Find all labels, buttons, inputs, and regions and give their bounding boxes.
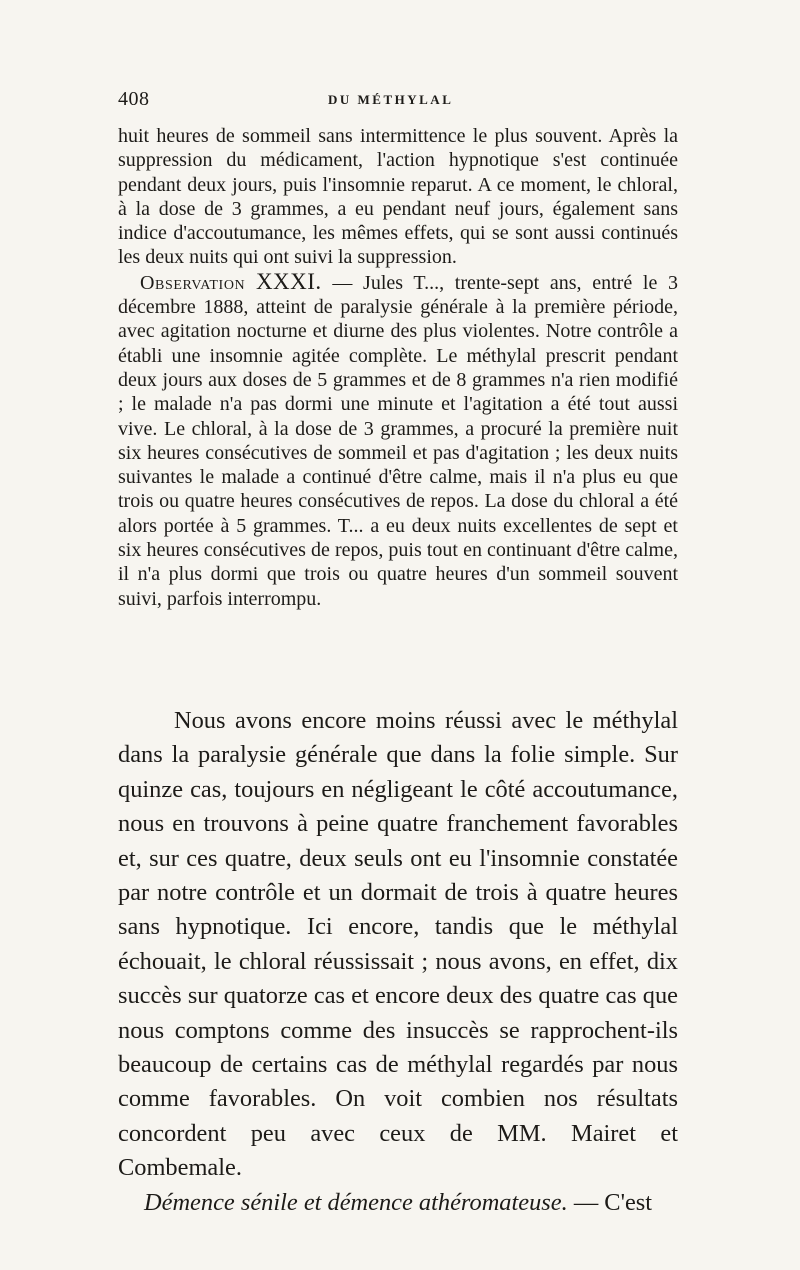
discussion-paragraph: Nous avons encore moins réussi avec le méthylal dans la paralysie générale que dans la folie simple. Sur quinze cas, toujours en négligeant le côté accoutumance, nous en trouvons à peine quatre franchement favorables et, sur ces quatre, deux seuls ont eu l'insomnie constatée par notre contrôle et un dormait de trois à quatre heures sans hypnotique. Ici encore, tandis que le méthylal échouait, le chloral réussissait ; nous avons, en effet, dix succès sur quatorze cas et encore deux des quatre cas que nous comptons comme des insuccès se rapprochent-ils beaucoup de certains cas de méthylal regardés par nous comme favorables. On voit combien nos résultats concordent peu avec ceux de MM. Mairet et Combemale. [118,707,678,1182]
next-section-start [118,1186,678,1220]
observation-text: — Jules T..., trente-sept ans, entré le 3 décembre 1888, atteint de paralysie générale à la première période, avec agitation nocturne et diurne des plus violentes. Notre contrôle a établi une insomnie agitée complète. Le méthylal prescrit pendant deux jours aux doses de 5 grammes et de 8 grammes n'a rien modifié ; le malade n'a pas dormi une minute et l'agitation a été tout aussi vive. Le chloral, à la dose de 3 grammes, a procuré la première nuit six heures consécutives de sommeil et pas d'agitation ; les deux nuits suivantes le malade a continué d'être calme, mais il n'a plus eu que trois ou quatre heures consécutives de repos. La dose du chloral a été alors portée à 5 grammes. T... a eu deux nuits excellentes de sept et six heures consécutives de repos, puis tout en continuant d'être calme, il n'a plus dormi que trois ou quatre heures d'un sommeil souvent suivi, parfois interrompu. [118,271,678,610]
observation-paragraph [118,270,678,611]
discussion-section [118,704,678,1220]
page-header [118,88,678,114]
observation-number: XXXI. [255,268,322,294]
section-heading-italic: Démence sénile et démence athéromateuse. [144,1188,568,1216]
running-head: DU MÉTHYLAL [328,92,454,107]
observation-section [118,124,678,611]
page-number: 408 [118,88,150,110]
observation-label: Observation [140,271,246,294]
continuation-paragraph: huit heures de sommeil sans intermittence le plus souvent. Après la suppression du médicament, l'action hypnotique s'est continuée pendant deux jours, puis l'insomnie reparut. A ce moment, le chloral, à la dose de 3 grammes, a eu pendant neuf jours, également sans indice d'accoutumance, les mêmes effets, qui se sont aussi continués les deux nuits qui ont suivi la suppression. [118,125,678,269]
section-heading-tail: — C'est [567,1188,653,1216]
